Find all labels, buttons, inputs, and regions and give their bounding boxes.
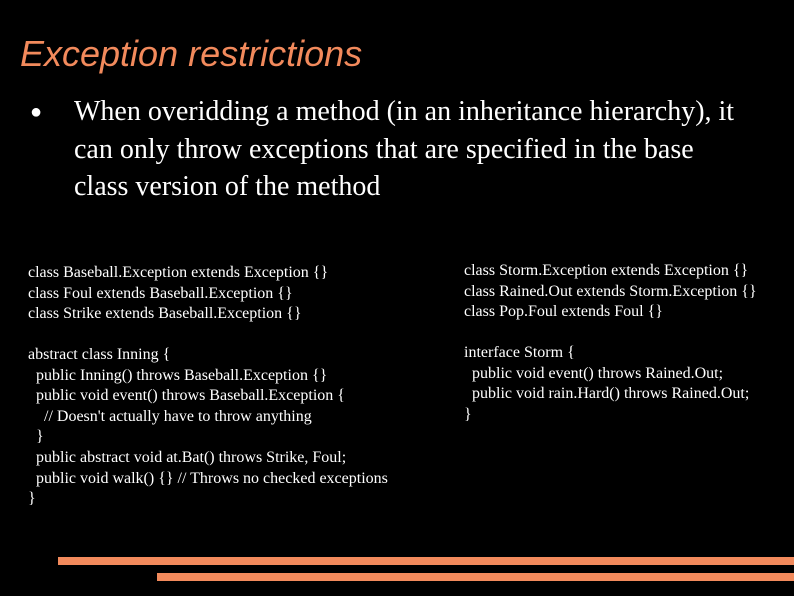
decorative-accent-bar-upper (58, 557, 794, 565)
bullet-text: When overidding a method (in an inheritance hierarchy), it can only throw exceptions that are specified in the base class version of the method (74, 96, 735, 202)
bullet-marker: ● (30, 101, 43, 123)
decorative-accent-bar-lower (157, 573, 794, 581)
code-block-storm-interface: interface Storm { public void event() throws Rained.Out; public void rain.Hard() throws Rained.Out; } (464, 344, 750, 423)
code-block-inning-class: abstract class Inning { public Inning() throws Baseball.Exception {} public void event() throws Baseball.Exception { // Doesn't actually have to throw anything } public abstract void at.Bat() throws Strike, Foul; public void walk() {} // Throws no checked exceptions } (28, 346, 388, 508)
code-block-storm-exception-classes: class Storm.Exception extends Exception {} class Rained.Out extends Storm.Exception {} class Pop.Foul extends Foul {} (464, 262, 757, 321)
code-block-exception-classes: class Baseball.Exception extends Exception {} class Foul extends Baseball.Exception {} class Strike extends Baseball.Exception {} (28, 264, 329, 323)
slide-title: Exception restrictions (20, 33, 363, 74)
